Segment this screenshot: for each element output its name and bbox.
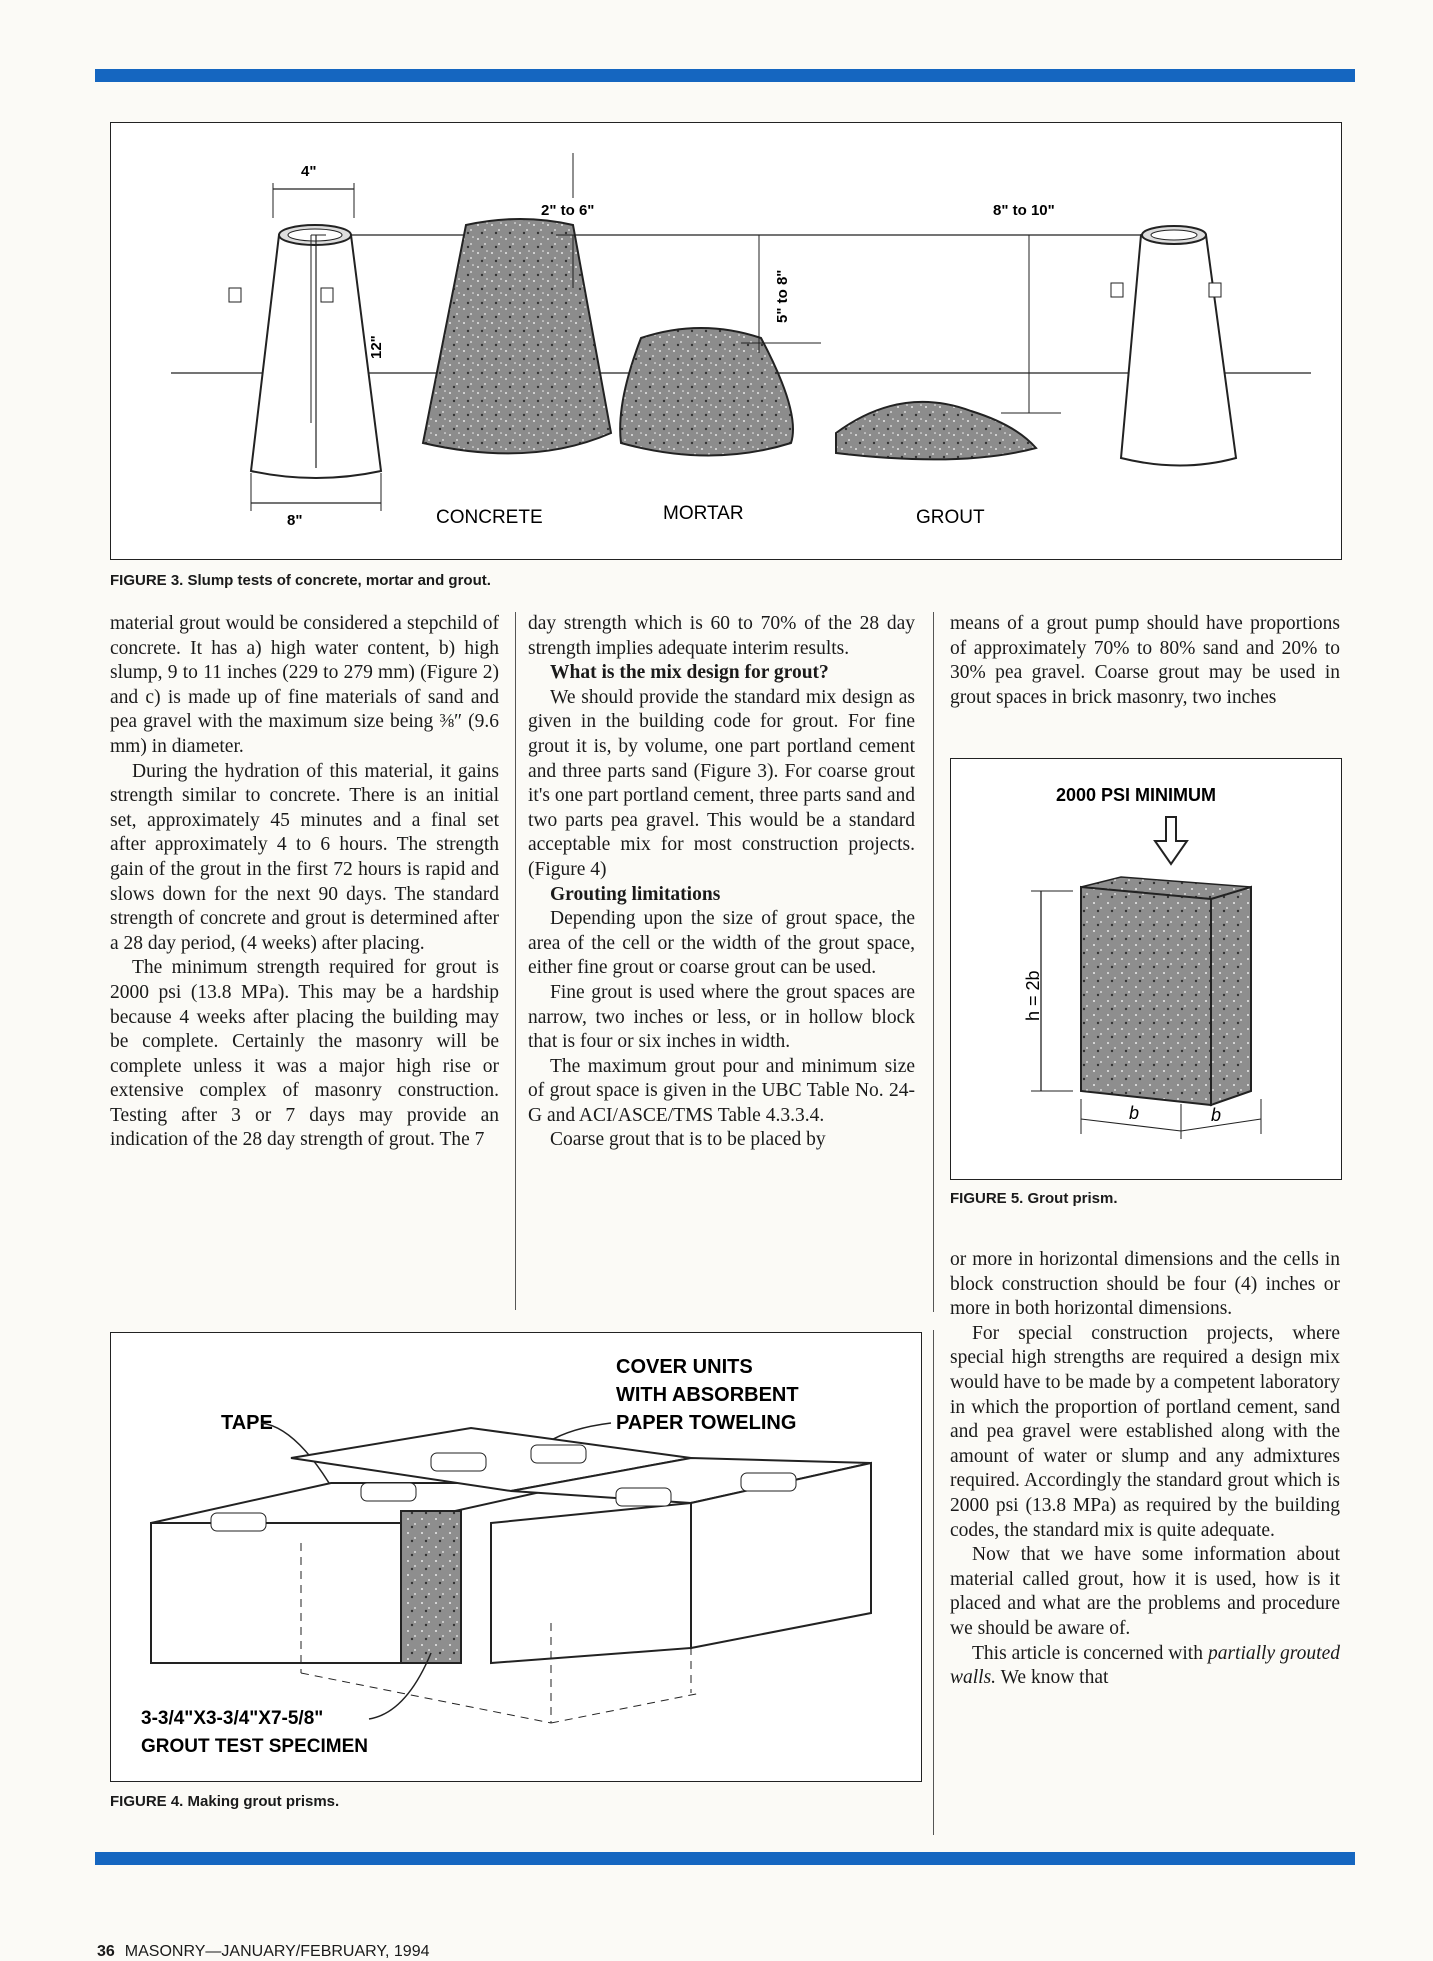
prism-width-label-left: b bbox=[1129, 1103, 1140, 1123]
col2-paragraph-2: We should provide the standard mix design as given in the building code for grout. For fine grout it is, by volume, one part portland cement and three parts sand (Figure 3). For coarse grout it's one part portland cement, three parts sand and two parts pea gravel. This would be a standard acceptable mix for most construction projects. (Figure 4) bbox=[528, 686, 915, 880]
col2-paragraph-3: Depending upon the size of grout space, the area of the cell or the width of the grout space, either fine grout or coarse grout can be used. bbox=[528, 908, 915, 979]
mortar-slump-shape bbox=[620, 328, 793, 456]
bottom-accent-bar bbox=[95, 1852, 1355, 1865]
concrete-label: CONCRETE bbox=[436, 507, 543, 528]
text-column-3-top bbox=[950, 612, 1340, 710]
cone-height-dim: 12" bbox=[368, 335, 385, 359]
mortar-slump-dim: 5" to 8" bbox=[774, 269, 791, 323]
page-number: 36 bbox=[97, 1943, 115, 1960]
column-rule-2 bbox=[933, 612, 934, 1312]
prism-width-label-right: b bbox=[1211, 1105, 1222, 1125]
col1-paragraph-1: material grout would be considered a stepchild of concrete. It has a) high water content, b) high slump, 9 to 11 inches (229 to 279 mm) (Figure 2) and c) is made up of fine materials of sand and pea gravel with the maximum size being ⅜″ (9.6 mm) in diameter. bbox=[110, 613, 499, 757]
col3-paragraph-2: or more in horizontal dimensions and the cells in block construction should be four (4) inches or more in both horizontal dimensions. bbox=[950, 1249, 1340, 1320]
figure-3-illustration bbox=[111, 123, 1341, 559]
prism-strength-label: 2000 PSI MINIMUM bbox=[1056, 785, 1217, 805]
specimen-size-label: 3-3/4"X3-3/4"X7-5/8" bbox=[141, 1708, 324, 1729]
col3-paragraph-4: Now that we have some information about material called grout, how it is used, how is it placed and what are the problems and procedure we should be aware of. bbox=[950, 1544, 1340, 1639]
text-column-2 bbox=[528, 612, 915, 1153]
cover-units-label-3: PAPER TOWELING bbox=[616, 1412, 797, 1434]
cone-base-dim: 8" bbox=[287, 512, 303, 529]
publication-line: MASONRY—JANUARY/FEBRUARY, 1994 bbox=[124, 1943, 430, 1960]
page-footer bbox=[97, 1943, 430, 1961]
col2-paragraph-4: Fine grout is used where the grout spaces are narrow, two inches or less, or in hollow block that is four or six inches in width. bbox=[528, 981, 915, 1053]
figure-3-box bbox=[110, 122, 1342, 560]
cover-units-label-1: COVER UNITS bbox=[616, 1356, 753, 1378]
figure-3-caption: FIGURE 3. Slump tests of concrete, mortar and grout. bbox=[110, 572, 491, 589]
figure-4-box bbox=[110, 1332, 922, 1782]
column-rule-1 bbox=[515, 612, 516, 1310]
col3-paragraph-5 bbox=[950, 1642, 1340, 1691]
column-rule-3 bbox=[933, 1330, 934, 1835]
grout-specimen bbox=[401, 1511, 461, 1663]
text-column-1 bbox=[110, 612, 499, 1153]
figure-5-caption: FIGURE 5. Grout prism. bbox=[950, 1190, 1118, 1207]
right-slump-cone bbox=[1111, 226, 1236, 466]
top-accent-bar bbox=[95, 69, 1355, 82]
cover-units-label-2: WITH ABSORBENT bbox=[616, 1384, 799, 1406]
col1-paragraph-2: During the hydration of this material, it gains strength similar to concrete. There is an initial set, approximately 45 minutes and a final set after approximately 4 to 6 hours. The strength gain of the grout in the first 72 hours is rapid and slows down for the next 90 days. The standard strength of concrete and grout is determined after a 28 day period, (4 weeks) after placing. bbox=[110, 760, 499, 954]
tape-label: TAPE bbox=[221, 1412, 273, 1434]
col2-paragraph-1: day strength which is 60 to 70% of the 28 day strength implies adequate interim results. bbox=[528, 613, 915, 659]
heading-mix-design: What is the mix design for grout? bbox=[550, 662, 829, 684]
grout-prism-illustration bbox=[951, 759, 1341, 1179]
col1-paragraph-3: The minimum strength required for grout is 2000 psi (13.8 MPa). This may be a hardship because 4 weeks after placing the building may be complete. Certainly the masonry will be complete unless it was a major high rise or extensive complex of masonry construction. Testing after 3 or 7 days may provide an indication of the 28 day strength of grout. The 7 bbox=[110, 957, 499, 1151]
specimen-name-label: GROUT TEST SPECIMEN bbox=[141, 1736, 368, 1757]
figure-5-box bbox=[950, 758, 1342, 1180]
heading-grouting-limitations: Grouting limitations bbox=[550, 883, 721, 905]
col3-paragraph-5-emphasis: partially grouted walls. bbox=[950, 1642, 1340, 1689]
text-column-3-bottom bbox=[950, 1248, 1340, 1691]
grout-slump-dim: 8" to 10" bbox=[993, 202, 1055, 219]
prism-height-label: h = 2b bbox=[1023, 970, 1043, 1021]
col3-paragraph-5-start: This article is concerned with bbox=[972, 1642, 1208, 1664]
col2-paragraph-5: The maximum grout pour and minimum size of grout space is given in the UBC Table No. 24-G and ACI/ASCE/TMS Table 4.3.3.4. bbox=[528, 1055, 915, 1126]
col3-paragraph-3: For special construction projects, where special high strengths are required a design mix would have to be made by a competent laboratory in which the proportion of portland cement, sand and pea gravel were established along with the amount of water or slump and any admixtures required. Accordingly the standard grout which is 2000 psi (13.8 MPa) as required by the building codes, the standard mix is quite adequate. bbox=[950, 1322, 1340, 1541]
grout-label: GROUT bbox=[916, 507, 985, 528]
left-slump-cone bbox=[229, 225, 381, 478]
col3-paragraph-1: means of a grout pump should have proportions of approximately 70% to 80% sand and 20% to 30% pea gravel. Coarse grout may be used in grout spaces in brick masonry, two inches bbox=[950, 613, 1340, 708]
col2-paragraph-6: Coarse grout that is to be placed by bbox=[550, 1129, 826, 1151]
load-arrow-icon bbox=[1155, 817, 1187, 864]
cone-top-dim: 4" bbox=[301, 163, 317, 180]
mortar-label: MORTAR bbox=[663, 503, 744, 524]
grout-prism-setup-illustration bbox=[111, 1333, 921, 1781]
figure-4-caption: FIGURE 4. Making grout prisms. bbox=[110, 1793, 340, 1810]
grout-slump-shape bbox=[836, 402, 1036, 460]
concrete-slump-dim: 2" to 6" bbox=[541, 202, 595, 219]
concrete-slump-shape bbox=[423, 219, 611, 453]
col3-paragraph-5-end: We know that bbox=[996, 1667, 1109, 1689]
